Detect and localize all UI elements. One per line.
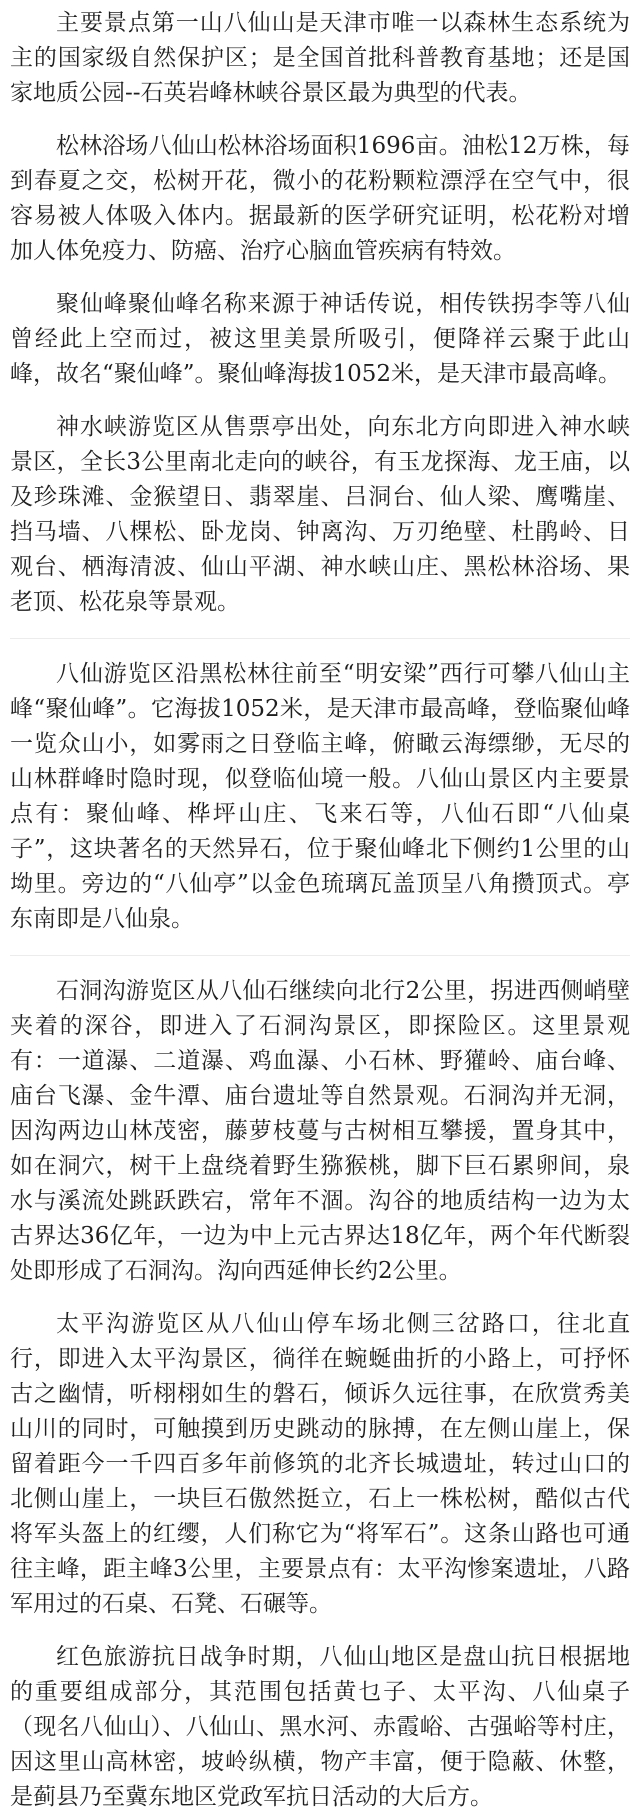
paragraph-juxian-peak: 聚仙峰聚仙峰名称来源于神话传说，相传铁拐李等八仙曾经此上空而过，被这里美景所吸引，便降祥云聚于此山峰，故名“聚仙峰”。聚仙峰海拔1052米，是天津市最高峰。: [10, 291, 630, 387]
paragraph-pine-forest-bath: 松林浴场八仙山松林浴场面积1696亩。油松12万株，每到春夏之交，松树开花，微小的花粉颗粒漂浮在空气中，很容易被人体吸入体内。据最新的医学研究证明，松花粉对增加人体免疫力、防癌、治疗心脑血管疾病有特效。: [10, 133, 630, 264]
paragraph-red-tourism: 红色旅游抗日战争时期，八仙山地区是盘山抗日根据地的重要组成部分，其范围包括黄乜子、太平沟、八仙桌子（现名八仙山）、八仙山、黑水河、赤霞峪、古强峪等村庄，因这里山高林密，坡岭纵横，物产丰富，便于隐蔽、休整，是蓟县乃至冀东地区党政军抗日活动的大后方。: [10, 1644, 630, 1810]
section-divider: [10, 955, 630, 956]
paragraph-taipinggou-area: 太平沟游览区从八仙山停车场北侧三岔路口，往北直行，即进入太平沟景区，徜徉在蜿蜒曲折的小路上，可抒怀古之幽情，听栩栩如生的磐石，倾诉久远往事，在欣赏秀美山川的同时，可触摸到历史跳动的脉搏，在左侧山崖上，保留着距今一千四百多年前修筑的北齐长城遗址，转过山口的北侧山崖上，一块巨石傲然挺立，石上一株松树，酷似古代将军头盔上的红缨，人们称它为“将军石”。这条山路也可通往主峰，距主峰3公里，主要景点有：太平沟惨案遗址，八路军用过的石桌、石凳、石碾等。: [10, 1311, 630, 1617]
paragraph-shenshui-gorge: 神水峡游览区从售票亭出处，向东北方向即进入神水峡景区，全长3公里南北走向的峡谷，有玉龙探海、龙王庙，以及珍珠滩、金猴望日、翡翠崖、吕洞台、仙人梁、鹰嘴崖、挡马墙、八棵松、卧龙岗、钟离沟、万刃绝壁、杜鹃岭、日观台、栖海清波、仙山平湖、神水峡山庄、黑松林浴场、果老顶、松花泉等景观。: [10, 414, 630, 615]
paragraph-shidonggou-area: 石洞沟游览区从八仙石继续向北行2公里，拐进西侧峭壁夹着的深谷，即进入了石洞沟景区，即探险区。这里景观有：一道瀑、二道瀑、鸡血瀑、小石林、野獾岭、庙台峰、庙台飞瀑、金牛潭、庙台遗址等自然景观。石洞沟并无洞，因沟两边山林茂密，藤萝枝蔓与古树相互攀援，置身其中，如在洞穴，树干上盘绕着野生猕猴桃，脚下巨石累卵间，泉水与溪流处跳跃跌宕，常年不涸。沟谷的地质结构一边为太古界达36亿年，一边为中上元古界达18亿年，两个年代断裂处即形成了石洞沟。沟向西延伸长约2公里。: [10, 978, 630, 1284]
paragraph-overview: 主要景点第一山八仙山是天津市唯一以森林生态系统为主的国家级自然保护区；是全国首批科普教育基地；还是国家地质公园--石英岩峰林峡谷景区最为典型的代表。: [10, 10, 630, 106]
section-divider: [10, 638, 630, 639]
paragraph-baxian-area: 八仙游览区沿黑松林往前至“明安梁”西行可攀八仙山主峰“聚仙峰”。它海拔1052米，是天津市最高峰，登临聚仙峰一览众山小，如雾雨之日登临主峰，俯瞰云海缥缈，无尽的山林群峰时隐时现，似登临仙境一般。八仙山景区内主要景点有：聚仙峰、桦坪山庄、飞来石等，八仙石即“八仙桌子”，这块著名的天然异石，位于聚仙峰北下侧约1公里的山坳里。旁边的“八仙亭”以金色琉璃瓦盖顶呈八角攒顶式。亭东南即是八仙泉。: [10, 661, 630, 932]
